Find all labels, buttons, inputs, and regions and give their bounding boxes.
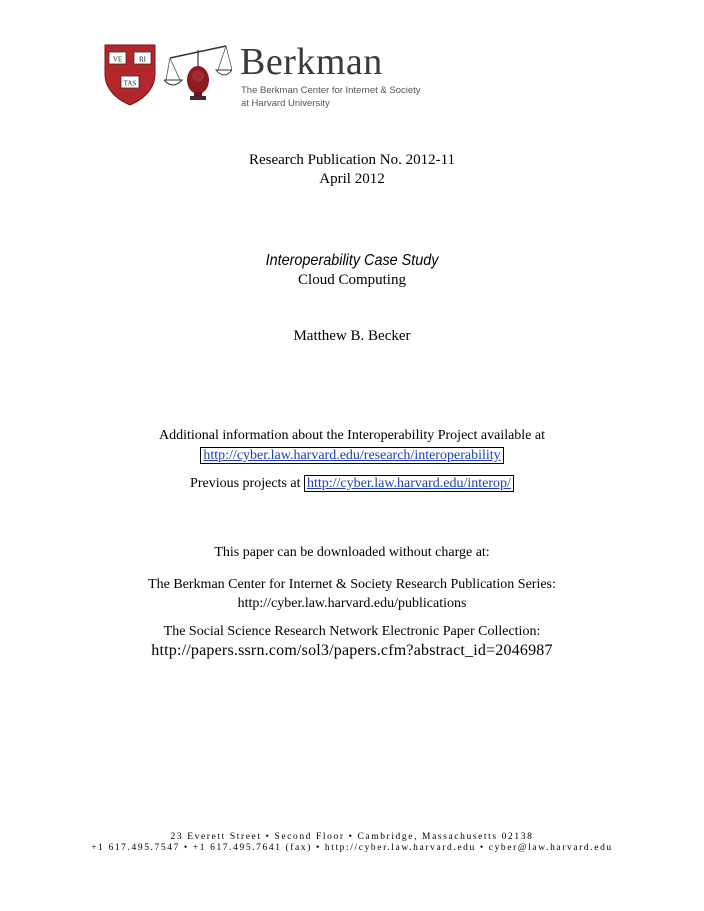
interoperability-link[interactable]: http://cyber.law.harvard.edu/research/interoperability <box>200 447 503 464</box>
harvard-shield-icon <box>104 44 156 106</box>
footer-address: 23 Everett Street • Second Floor • Cambridge, Massachusetts 02138 <box>170 832 534 842</box>
scales-of-justice-icon <box>164 40 232 106</box>
series-block <box>0 575 704 613</box>
header-logo-block <box>104 40 444 110</box>
brand-subtitle-line-2: at Harvard University <box>241 98 330 109</box>
publication-date: April 2012 <box>319 171 385 187</box>
footer-contact: +1 617.495.7547 • +1 617.495.7641 (fax) • http://cyber.law.harvard.edu • cyber@law.harvard.edu <box>91 843 613 853</box>
study-title-block <box>0 251 704 290</box>
author: Matthew B. Becker <box>293 328 411 344</box>
brand-name: Berkman <box>240 41 383 83</box>
series-label: The Berkman Center for Internet & Society Research Publication Series: <box>148 577 556 592</box>
shield-word: TAS <box>123 79 137 88</box>
brand-subtitle <box>241 84 421 110</box>
ssrn-block <box>0 622 704 660</box>
ssrn-url: http://papers.ssrn.com/sol3/papers.cfm?abstract_id=2046987 <box>151 642 553 659</box>
publication-number: Research Publication No. 2012-11 <box>248 152 456 168</box>
previous-projects-text: Previous projects at <box>190 476 301 491</box>
brand-subtitle-line-1: The Berkman Center for Internet & Society <box>241 85 421 96</box>
interop-link[interactable]: http://cyber.law.harvard.edu/interop/ <box>304 475 514 492</box>
series-url: http://cyber.law.harvard.edu/publications <box>237 596 467 611</box>
additional-info-block <box>0 426 704 465</box>
download-intro: This paper can be downloaded without charge at: <box>214 545 490 560</box>
study-subtitle: Cloud Computing <box>298 272 406 288</box>
additional-info-text: Additional information about the Interoperability Project available at <box>158 428 546 443</box>
publication-block <box>0 151 704 189</box>
study-title: Interoperability Case Study <box>265 252 439 269</box>
previous-projects-block <box>0 474 704 493</box>
shield-word: VE <box>112 55 123 64</box>
ssrn-label: The Social Science Research Network Electronic Paper Collection: <box>163 624 541 639</box>
shield-word: RI <box>139 55 146 64</box>
